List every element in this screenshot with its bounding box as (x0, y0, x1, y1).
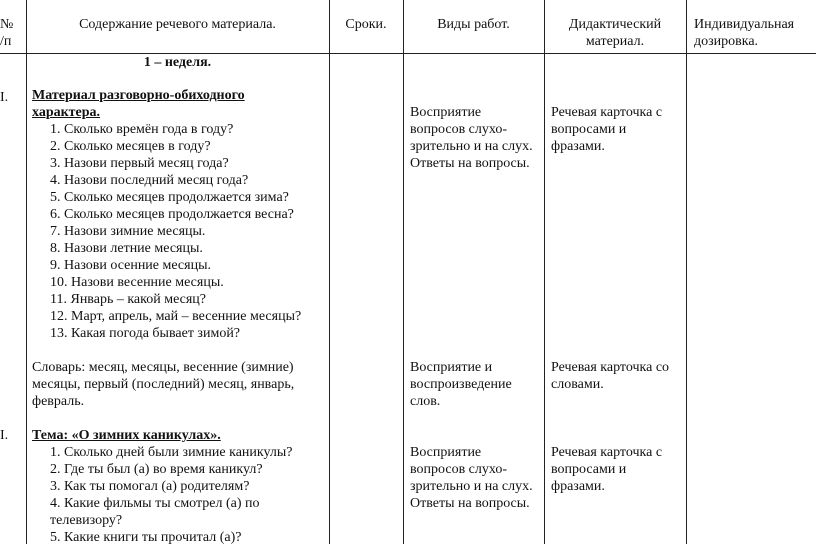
list-item: телевизору? (50, 513, 123, 528)
list-item: 3. Как ты помогал (а) родителям? (50, 479, 250, 494)
list-item: 1. Сколько дней были зимние каникулы? (50, 445, 293, 460)
list-item: 2. Сколько месяцев в году? (50, 139, 211, 154)
header-dates: Сроки. (345, 17, 387, 32)
section2-title: Тема: «О зимних каникулах». (32, 428, 221, 443)
list-item: 10. Назови весенние месяцы. (50, 275, 224, 290)
list-item: 5. Сколько месяцев продолжается зима? (50, 190, 289, 205)
vocabulary-text: Словарь: месяц, месяцы, весенние (зимние) месяцы, первый (последний) месяц, январь, февраль. (32, 360, 295, 409)
list-item: 13. Какая погода бывает зимой? (50, 326, 241, 341)
header-content: Содержание речевого материала. (79, 17, 276, 32)
section2-work-types: Восприятие вопросов слухо- зрительно и на слух. Ответы на вопросы. (410, 445, 533, 511)
section1-title: Материал разговорно-обиходного характера. (32, 88, 245, 120)
section1-question-list (50, 121, 301, 342)
list-item: 7. Назови зимние месяцы. (50, 224, 206, 239)
table-border-didactic (686, 0, 687, 544)
list-item: 9. Назови осенние месяцы. (50, 258, 211, 273)
list-item: 1. Сколько времён года в году? (50, 122, 234, 137)
vocabulary-didactic-material: Речевая карточка со словами. (551, 360, 670, 392)
section2-number: I. (0, 428, 9, 443)
section1-didactic-material: Речевая карточка с вопросами и фразами. (551, 105, 663, 154)
list-item: 2. Где ты был (а) во время каникул? (50, 462, 263, 477)
week-label: 1 – неделя. (143, 55, 212, 70)
header-individual: Индивидуальная дозировка. (694, 17, 795, 49)
section1-work-types: Восприятие вопросов слухо- зрительно и на слух. Ответы на вопросы. (410, 105, 533, 171)
table-border-left (26, 0, 27, 544)
list-item: 4. Назови последний месяц года? (50, 173, 249, 188)
list-item: 12. Март, апрель, май – весенние месяцы? (50, 309, 302, 324)
header-work-types: Виды работ. (437, 17, 510, 32)
table-border-dates (403, 0, 404, 544)
list-item: 3. Назови первый месяц года? (50, 156, 229, 171)
header-didactic: Дидактический материал. (568, 17, 662, 49)
list-item: 5. Какие книги ты прочитал (а)? (50, 530, 242, 545)
table-border-work (544, 0, 545, 544)
list-item: 8. Назови летние месяцы. (50, 241, 203, 256)
list-item: 11. Январь – какой месяц? (50, 292, 207, 307)
vocabulary-work-types: Восприятие и воспроизведение слов. (410, 360, 512, 409)
table-border-content (329, 0, 330, 544)
section2-question-list (50, 444, 293, 546)
header-num: № /п (0, 17, 14, 49)
section2-didactic-material: Речевая карточка с вопросами и фразами. (551, 445, 663, 494)
list-item: 4. Какие фильмы ты смотрел (а) по (50, 496, 260, 511)
section1-number: I. (0, 90, 9, 105)
list-item: 6. Сколько месяцев продолжается весна? (50, 207, 294, 222)
